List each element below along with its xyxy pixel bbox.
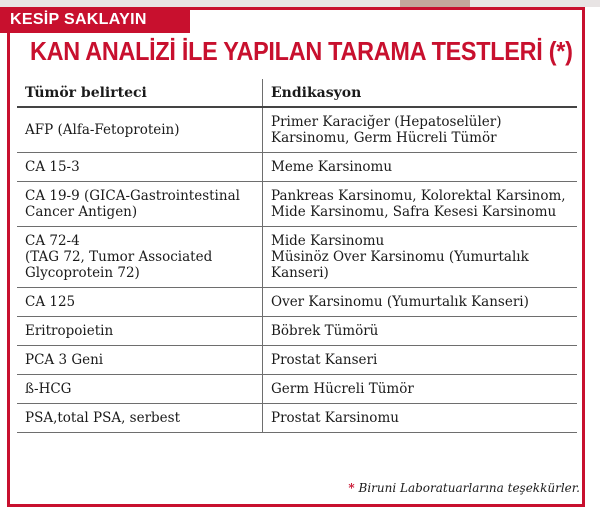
indication-line: Over Karsinomu (Yumurtalık Kanseri) [271, 294, 529, 310]
indication-line: Böbrek Tümörü [271, 323, 379, 339]
indication-line: Germ Hücreli Tümör [271, 381, 414, 397]
indication-line: Primer Karaciğer (Hepatoselüler) [271, 114, 502, 130]
table-row [17, 182, 577, 227]
marker-cell [17, 107, 263, 153]
table-row [17, 404, 577, 433]
marker-cell [17, 346, 263, 375]
table-row [17, 153, 577, 182]
table-header-row [17, 79, 577, 107]
indication-cell [263, 288, 578, 317]
indication-line: Prostat Kanseri [271, 352, 378, 368]
marker-line: Eritropoietin [25, 323, 114, 339]
indication-cell [263, 346, 578, 375]
marker-line: CA 19-9 (GICA-Gastrointestinal [25, 188, 240, 204]
table-row [17, 288, 577, 317]
indication-line: Meme Karsinomu [271, 159, 393, 175]
marker-line: Glycoprotein 72) [25, 265, 140, 281]
marker-cell [17, 153, 263, 182]
indication-cell [263, 107, 578, 153]
marker-line: ß-HCG [25, 381, 72, 397]
indication-cell [263, 153, 578, 182]
footnote [348, 481, 580, 495]
marker-line: AFP (Alfa-Fetoprotein) [25, 122, 180, 138]
top-decoration [400, 0, 470, 7]
footnote-star: * [348, 481, 355, 495]
page-title: KAN ANALİZİ İLE YAPILAN TARAMA TESTLERİ (*) [30, 36, 573, 66]
indication-line: Prostat Karsinomu [271, 410, 399, 426]
marker-cell [17, 227, 263, 288]
marker-line: (TAG 72, Tumor Associated [25, 249, 213, 265]
table-row [17, 107, 577, 153]
marker-table [17, 79, 577, 433]
footnote-text: Biruni Laboratuarlarına teşekkürler. [358, 481, 580, 495]
indication-line: Mide Karsinomu, Safra Kesesi Karsinomu [271, 204, 557, 220]
keep-tag: KESİP SAKLAYIN [0, 7, 190, 33]
table-body [17, 107, 577, 433]
marker-line: CA 125 [25, 294, 76, 310]
indication-line: Müsinöz Over Karsinomu (Yumurtalık [271, 249, 529, 265]
indication-cell [263, 317, 578, 346]
table-row [17, 346, 577, 375]
marker-line: CA 72-4 [25, 233, 80, 249]
marker-cell [17, 404, 263, 433]
marker-cell [17, 317, 263, 346]
marker-line: PSA,total PSA, serbest [25, 410, 181, 426]
table-row [17, 227, 577, 288]
marker-line: Cancer Antigen) [25, 204, 138, 220]
marker-cell [17, 288, 263, 317]
marker-line: CA 15-3 [25, 159, 80, 175]
header-indication: Endikasyon [263, 79, 578, 107]
table-row [17, 317, 577, 346]
indication-cell [263, 182, 578, 227]
marker-cell [17, 182, 263, 227]
marker-cell [17, 375, 263, 404]
indication-line: Mide Karsinomu [271, 233, 385, 249]
top-strip [0, 0, 600, 7]
indication-line: Kanseri) [271, 265, 329, 281]
indication-cell [263, 227, 578, 288]
indication-line: Pankreas Karsinomu, Kolorektal Karsinom, [271, 188, 566, 204]
marker-line: PCA 3 Geni [25, 352, 104, 368]
header-marker: Tümör belirteci [17, 79, 263, 107]
indication-cell [263, 375, 578, 404]
table-row [17, 375, 577, 404]
indication-cell [263, 404, 578, 433]
indication-line: Karsinomu, Germ Hücreli Tümör [271, 130, 497, 146]
